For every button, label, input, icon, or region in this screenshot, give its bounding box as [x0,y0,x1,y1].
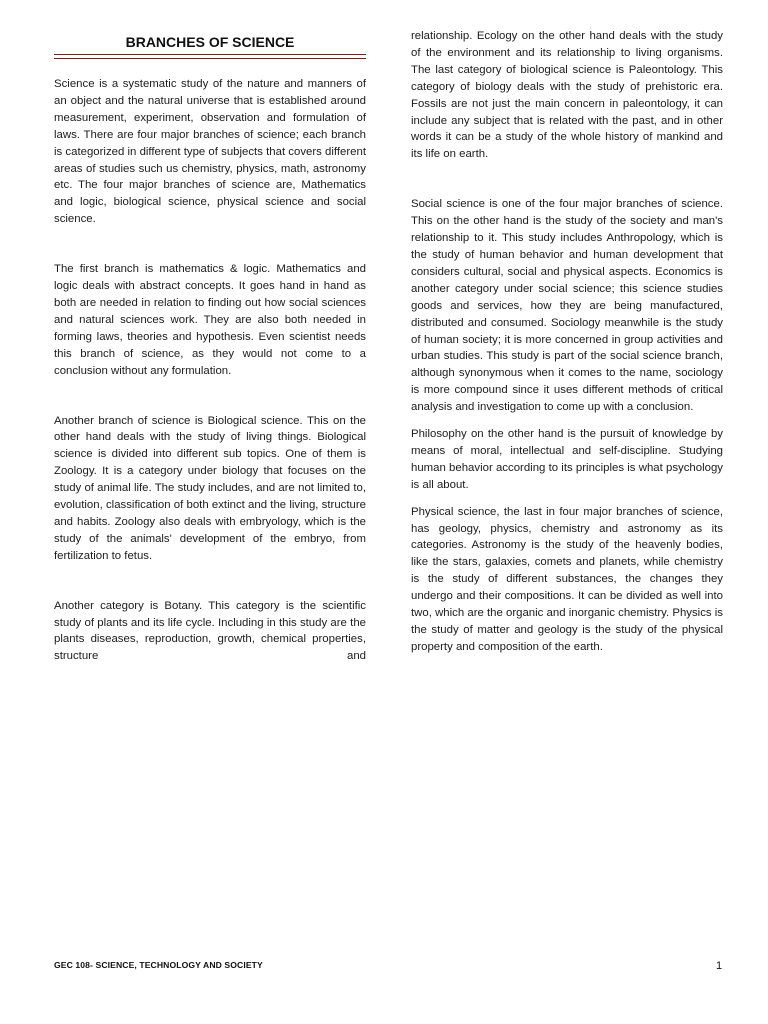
ecology-paleontology-paragraph: relationship. Ecology on the other hand deals with the study of the environment and its relationship to living organisms. The last category of biological science is Paleontology. This category of biology deals with the study of prehistoric era. Fossils are not just the main concern in paleontology, it can include any subject that is related with the past, and in other words it can be a study of the whole history of mankind and its life on earth. [411,30,723,161]
social-science-paragraph: Social science is one of the four major branches of science. This on the other hand is the study of the society and man's relationship to it. This study includes Anthropology, which is the study of human behavior and human development that considers cultural, social and physical aspects. Economics is another category under social science; this science studies goods and services, how they are being manufactured, distributed and consumed. Sociology meanwhile is the study of human society; it is more concerned in group activities and urban studies. This study is part of the social science branch, although synonymous when it comes to the name, sociology is more compound since it uses different methods of critical analysis and investigation to come up with a conclusion. [411,198,723,414]
right-column [411,28,723,656]
philosophy-paragraph: Philosophy on the other hand is the pursuit of knowledge by means of moral, intellectual and self-discipline. Studying human behavior according to its principles is what psychology is all about. [411,428,723,491]
footer-course-title: GEC 108- SCIENCE, TECHNOLOGY AND SOCIETY [54,960,263,970]
page-title: BRANCHES OF SCIENCE [125,34,295,50]
left-column [54,28,366,665]
intro-paragraph: Science is a systematic study of the nature and manners of an object and the natural universe that is established around measurement, experiment, observation and formulation of laws. There are four major branches of science; each branch is categorized in different type of subjects that covers different areas of studies such us chemistry, physics, math, astronomy etc. The four major branches of science are, Mathematics and logic, biological science, physical science and social science. [54,78,366,226]
botany-paragraph: Another category is Botany. This category is the scientific study of plants and its life cycle. Including in this study are the plants diseases, reproduction, growth, chemical properties, structure and [54,599,366,663]
math-logic-paragraph: The first branch is mathematics & logic. Mathematics and logic deals with abstract concepts. It goes hand in hand as both are needed in relation to finding out how social sciences and natural sciences work. They are also both needed in forming laws, theories and hypothesis. Even scientist needs this branch of science, as they would not come to a conclusion without any formulation. [54,263,366,377]
physical-science-paragraph: Physical science, the last in four major branches of science, has geology, physics, chemistry and astronomy as its categories. Astronomy is the study of the heavenly bodies, like the stars, galaxies, comets and planets, while chemistry is the study of different substances, the changes they undergo and their compositions. It can be divided as well into two, which are the organic and inorganic chemistry. Physics is the study of matter and geology is the study of the physical property and composition of the earth. [411,505,723,653]
page-number: 1 [716,960,723,972]
title-underline [54,54,366,59]
biological-science-paragraph: Another branch of science is Biological science. This on the other hand deals with the study of living things. Biological science is divided into different sub topics. One of them is Zoology. It is a category under biology that focuses on the study of animal life. The study includes, and are not limited to, evolution, classification of both extinct and the living, structure and habits. Zoology also deals with embryology, which is the study of the animals' development of the embryo, from fertilization to fetus. [54,414,366,562]
